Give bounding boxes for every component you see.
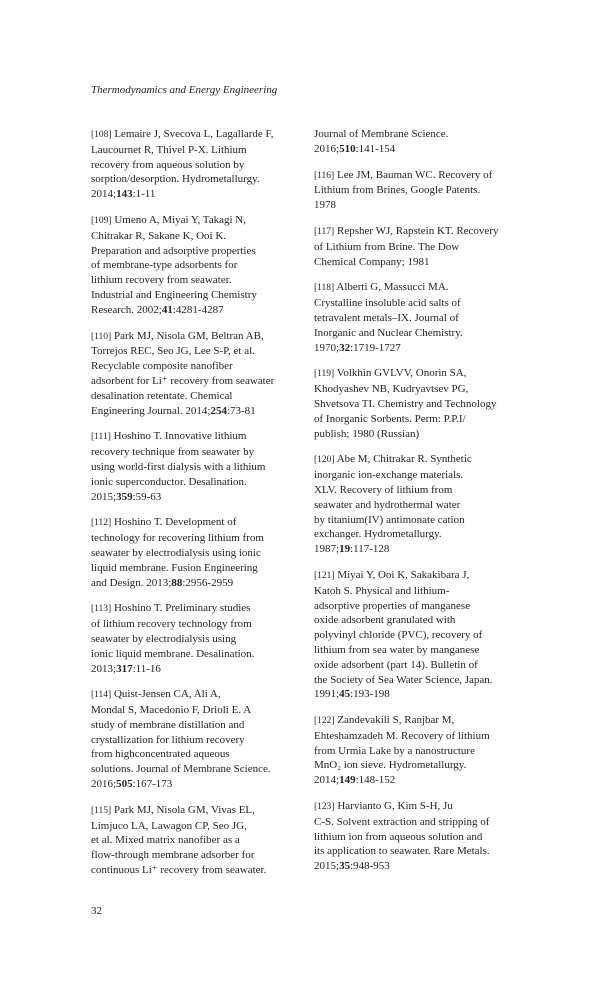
references-column-left <box>91 127 316 889</box>
citation-pages: :73-81 <box>226 404 256 417</box>
citation-vol: 254 <box>210 404 227 417</box>
reference-line <box>91 718 316 733</box>
reference-text: Hoshino T. Development of <box>113 516 237 529</box>
reference-number: [110] <box>91 331 112 342</box>
reference-line <box>91 546 316 561</box>
reference-text: oxide adsorbent granulated with <box>314 614 456 627</box>
reference-line <box>91 762 316 777</box>
reference-line <box>91 273 316 288</box>
reference-line <box>314 280 539 296</box>
reference-text: recovery from aqueous solution by <box>91 158 245 171</box>
reference-line <box>91 531 316 546</box>
reference-text: from Urmia Lake by a nanostructure <box>314 744 475 757</box>
reference-text: crystallization for lithium recovery <box>91 733 245 746</box>
reference-text: Preparation and adsorptive properties <box>91 244 256 257</box>
reference-text: Miyai Y, Ooi K, Sakakibara J, <box>337 568 470 581</box>
citation-vol: 32 <box>339 341 351 354</box>
citation-pages: :167-173 <box>132 778 173 791</box>
reference-text: sorption/desorption. Hydrometallurgy. <box>91 173 260 186</box>
reference-text: Umeno A, Miyai Y, Takagi N, <box>114 213 246 226</box>
reference-text: Katoh S. Physical and lithium- <box>314 584 450 597</box>
reference-line <box>91 359 316 374</box>
citation-year: 2014; <box>91 188 117 201</box>
reference-line <box>314 643 539 658</box>
reference-text: Hoshino T. Preliminary studies <box>113 602 251 615</box>
reference-text: XLV. Recovery of lithium from <box>314 483 453 496</box>
citation-pages: :148-152 <box>355 774 396 787</box>
reference-number: [121] <box>314 570 335 581</box>
reference-text: ionic liquid membrane. Desalination. <box>91 647 255 660</box>
reference-line <box>91 288 316 303</box>
reference-line <box>91 687 316 703</box>
reference-line <box>314 468 539 483</box>
reference-text: tetravalent metals–IX. Journal of <box>314 311 459 324</box>
reference-text: seawater by electrodialysis using <box>91 632 237 645</box>
reference-line <box>314 366 539 382</box>
reference-line <box>91 158 316 173</box>
citation-year: 1991; <box>314 688 340 701</box>
reference-text: Park MJ, Nisola GM, Vivas EL, <box>113 803 255 816</box>
reference-text: Laucournet R, Thivel P-X. Lithium <box>91 143 247 156</box>
reference-citation <box>91 404 316 419</box>
reference-number: [122] <box>314 716 335 727</box>
reference-citation <box>314 773 539 788</box>
reference-citation <box>314 142 539 157</box>
reference-citation <box>91 662 316 677</box>
reference-line <box>314 397 539 412</box>
reference-line <box>91 475 316 490</box>
running-header: Thermodynamics and Energy Engineering <box>91 84 278 96</box>
reference-text: study of membrane distillation and <box>91 718 245 731</box>
reference-line <box>91 460 316 475</box>
reference-number: [111] <box>91 432 111 443</box>
reference-text: the Society of Sea Water Science, Japan. <box>314 673 493 686</box>
reference-line <box>314 240 539 255</box>
reference-text: Shvetsova TI. Chemistry and Technology <box>314 397 497 410</box>
reference-text: continuous Li⁺ recovery from seawater. <box>91 864 267 877</box>
citation-vol: 143 <box>116 188 133 201</box>
reference-text: its application to seawater. Rare Metals. <box>314 845 490 858</box>
reference-line <box>314 412 539 427</box>
reference-line <box>91 244 316 259</box>
reference-line <box>314 568 539 584</box>
reference-entry <box>314 452 539 557</box>
citation-year: Engineering Journal. 2014; <box>91 404 211 417</box>
reference-text: flow-through membrane adsorber for <box>91 849 255 862</box>
reference-line <box>314 183 539 198</box>
reference-text: lithium recovery from seawater. <box>91 274 232 287</box>
reference-number: [117] <box>314 226 335 237</box>
reference-citation <box>91 187 316 202</box>
reference-text: by titanium(IV) antimonate cation <box>314 513 465 526</box>
reference-entry <box>314 799 539 874</box>
reference-line <box>91 429 316 445</box>
reference-line <box>91 647 316 662</box>
reference-line <box>314 483 539 498</box>
reference-line <box>91 374 316 389</box>
reference-line <box>314 427 539 442</box>
reference-text: Chemical Company; 1981 <box>314 255 430 268</box>
citation-pages: :193-198 <box>350 688 390 701</box>
reference-line <box>91 733 316 748</box>
reference-text: Ehteshamzadeh M. Recovery of lithium <box>314 729 490 742</box>
reference-text: of Lithium from Brine. The Dow <box>314 240 460 253</box>
reference-text: Quist-Jensen CA, Ali A, <box>113 688 221 701</box>
reference-number: [108] <box>91 130 112 140</box>
reference-line <box>91 863 316 878</box>
reference-line <box>314 382 539 397</box>
reference-line <box>91 127 316 143</box>
reference-line <box>91 601 316 617</box>
reference-number: [114] <box>91 690 112 701</box>
reference-text: recovery technique from seawater by <box>91 446 255 459</box>
reference-entry <box>314 127 539 157</box>
reference-line <box>314 224 539 240</box>
reference-text: desalination retentate. Chemical <box>91 389 233 402</box>
reference-line <box>314 758 539 773</box>
reference-text: solutions. Journal of Membrane Science. <box>91 763 271 776</box>
citation-year: 2013; <box>91 662 117 675</box>
citation-year: 2015; <box>314 860 340 873</box>
reference-citation <box>91 777 316 792</box>
citation-vol: 510 <box>339 142 356 155</box>
citation-year: 2016; <box>314 142 340 155</box>
reference-number: [115] <box>91 805 112 816</box>
reference-line <box>91 848 316 863</box>
citation-vol: 359 <box>116 490 133 503</box>
reference-text: Zandevakili S, Ranjbar M, <box>337 714 455 727</box>
reference-line <box>91 819 316 834</box>
citation-pages: :59-63 <box>132 490 162 503</box>
reference-line <box>91 833 316 848</box>
reference-line <box>91 617 316 632</box>
reference-number: [119] <box>314 369 335 380</box>
reference-line <box>91 703 316 718</box>
reference-citation <box>91 490 316 505</box>
reference-citation <box>314 542 539 557</box>
reference-text: of lithium recovery technology from <box>91 618 252 631</box>
citation-year: 2016; <box>91 778 117 791</box>
reference-entry <box>91 515 316 590</box>
citation-vol: 19 <box>339 543 351 556</box>
reference-line <box>314 584 539 599</box>
reference-line <box>91 213 316 229</box>
reference-line <box>314 799 539 815</box>
reference-text: Lithium from Brines, Google Patents. <box>314 184 481 197</box>
reference-line <box>91 561 316 576</box>
page-number: 32 <box>91 905 102 917</box>
citation-year: 1970; <box>314 341 340 354</box>
reference-entry <box>91 687 316 792</box>
reference-text: adsorbent for Li⁺ recovery from seawater <box>91 374 275 387</box>
reference-line <box>91 258 316 273</box>
reference-line <box>314 713 539 729</box>
reference-line <box>314 527 539 542</box>
reference-citation <box>91 303 316 318</box>
reference-text: oxide adsorbent (part 14). Bulletin of <box>314 658 478 671</box>
reference-citation <box>91 576 316 591</box>
reference-line <box>91 515 316 531</box>
reference-text: from highconcentrated aqueous <box>91 748 230 761</box>
reference-text: Inorganic and Nuclear Chemistry. <box>314 326 463 339</box>
reference-text: Repsher WJ, Rapstein KT. Recovery <box>336 224 499 237</box>
reference-number: [118] <box>314 283 335 294</box>
reference-line <box>91 329 316 345</box>
reference-text: inorganic ion-exchange materials. <box>314 469 464 482</box>
citation-year: 2014; <box>314 774 340 787</box>
citation-year: Research. 2002; <box>91 303 162 316</box>
reference-line <box>314 830 539 845</box>
citation-pages: :1-11 <box>132 188 156 201</box>
reference-entry <box>314 168 539 213</box>
reference-line <box>314 628 539 643</box>
reference-line <box>314 729 539 744</box>
reference-line <box>314 198 539 213</box>
reference-line <box>314 815 539 830</box>
reference-entry <box>91 429 316 504</box>
reference-text: technology for recovering lithium from <box>91 532 264 545</box>
reference-line <box>91 803 316 819</box>
citation-vol: 35 <box>339 860 351 873</box>
reference-text: Recyclable composite nanofiber <box>91 360 233 373</box>
reference-line <box>91 143 316 158</box>
reference-entry <box>314 713 539 788</box>
reference-number: [112] <box>91 518 112 529</box>
reference-entry <box>91 329 316 419</box>
reference-entry <box>91 127 316 202</box>
reference-citation <box>314 341 539 356</box>
reference-citation <box>314 859 539 874</box>
reference-line <box>314 658 539 673</box>
reference-text: ionic superconductor. Desalination. <box>91 475 247 488</box>
reference-number: [116] <box>314 170 335 181</box>
citation-pages: :117-128 <box>350 543 390 556</box>
reference-line <box>314 673 539 688</box>
reference-text: Lemaire J, Svecova L, Lagallarde F, <box>114 128 274 140</box>
reference-line <box>314 326 539 341</box>
reference-line <box>314 744 539 759</box>
reference-line <box>314 513 539 528</box>
reference-text: Park MJ, Nisola GM, Beltran AB, <box>113 329 264 342</box>
reference-text: lithium ion from aqueous solution and <box>314 830 483 843</box>
reference-text: Industrial and Engineering Chemistry <box>91 288 257 301</box>
reference-text: liquid membrane. Fusion Engineering <box>91 561 258 574</box>
reference-text: Alberti G, Massucci MA. <box>336 281 449 294</box>
reference-entry <box>314 366 539 441</box>
reference-line <box>314 452 539 468</box>
reference-line <box>314 498 539 513</box>
citation-pages: :1719-1727 <box>350 341 401 354</box>
reference-text: exchanger. Hydrometallurgy. <box>314 528 442 541</box>
reference-text: C-S. Solvent extraction and stripping of <box>314 815 490 828</box>
reference-line <box>314 311 539 326</box>
reference-text: lithium from sea water by manganese <box>314 643 480 656</box>
reference-number: [113] <box>91 604 112 615</box>
references-column-right <box>314 127 539 885</box>
reference-text: seawater by electrodialysis using ionic <box>91 546 261 559</box>
citation-pages: :948-953 <box>350 860 390 873</box>
reference-text: Harvianto G, Kim S-H, Ju <box>337 800 453 813</box>
reference-text: of membrane-type adsorbents for <box>91 259 238 272</box>
reference-text: using world-first dialysis with a lithium <box>91 460 266 473</box>
reference-text: publish; 1980 (Russian) <box>314 427 420 440</box>
reference-line <box>314 127 539 142</box>
reference-text: Torrejos REC, Seo JG, Lee S-P, et al. <box>91 345 255 358</box>
citation-year: 1987; <box>314 543 340 556</box>
citation-pages: :141-154 <box>355 142 396 155</box>
reference-line <box>91 632 316 647</box>
reference-line <box>314 613 539 628</box>
reference-number: [109] <box>91 215 112 226</box>
reference-text: MnO₂ ion sieve. Hydrometallurgy. <box>314 759 467 772</box>
reference-line <box>314 168 539 184</box>
reference-text: 1978 <box>314 199 336 212</box>
citation-vol: 149 <box>339 774 356 787</box>
reference-line <box>91 747 316 762</box>
reference-text: Abe M, Chitrakar R. Synthetic <box>336 453 472 466</box>
citation-vol: 45 <box>339 688 351 701</box>
reference-line <box>314 255 539 270</box>
reference-text: of Inorganic Sorbents. Perm: P.P.I/ <box>314 412 466 425</box>
reference-text: Khodyashev NB, Kudryavtsev PG, <box>314 383 469 396</box>
citation-pages: :4281-4287 <box>172 303 224 316</box>
reference-text: seawater and hydrothermal water <box>314 498 461 511</box>
citation-vol: 88 <box>171 576 183 589</box>
citation-pages: :11-16 <box>132 662 161 675</box>
reference-text: et al. Mixed matrix nanofiber as a <box>91 834 240 847</box>
reference-text: polyvinyl chloride (PVC), recovery of <box>314 629 483 642</box>
reference-entry <box>91 803 316 878</box>
reference-entry <box>314 568 539 702</box>
reference-text: Crystalline insoluble acid salts of <box>314 297 461 310</box>
citation-pages: :2956-2959 <box>182 576 234 589</box>
reference-text: Journal of Membrane Science. <box>314 128 449 140</box>
reference-line <box>91 172 316 187</box>
reference-entry <box>314 280 539 355</box>
reference-text: Lee JM, Bauman WC. Recovery of <box>336 168 493 181</box>
reference-entry <box>91 601 316 676</box>
reference-line <box>91 344 316 359</box>
reference-entry <box>314 224 539 269</box>
reference-text: Mondal S, Macedonio F, Drioli E. A <box>91 704 252 717</box>
reference-line <box>314 599 539 614</box>
reference-text: Limjuco LA, Lawagon CP, Seo JG, <box>91 819 247 832</box>
citation-vol: 317 <box>116 662 133 675</box>
citation-vol: 41 <box>161 303 173 316</box>
reference-citation <box>314 687 539 702</box>
citation-year: 2015; <box>91 490 117 503</box>
reference-number: [123] <box>314 802 335 813</box>
reference-line <box>91 389 316 404</box>
reference-text: Chitrakar R, Sakane K, Ooi K. <box>91 229 227 242</box>
reference-entry <box>91 213 316 318</box>
reference-text: Volkhin GVLVV, Onorin SA, <box>336 367 467 380</box>
reference-line <box>91 445 316 460</box>
reference-line <box>314 296 539 311</box>
reference-text: Hoshino T. Innovative lithium <box>113 430 247 443</box>
reference-line <box>91 229 316 244</box>
reference-number: [120] <box>314 455 335 466</box>
reference-line <box>314 844 539 859</box>
citation-year: and Design. 2013; <box>91 576 172 589</box>
citation-vol: 505 <box>116 778 133 791</box>
reference-text: adsorptive properties of manganese <box>314 599 471 612</box>
